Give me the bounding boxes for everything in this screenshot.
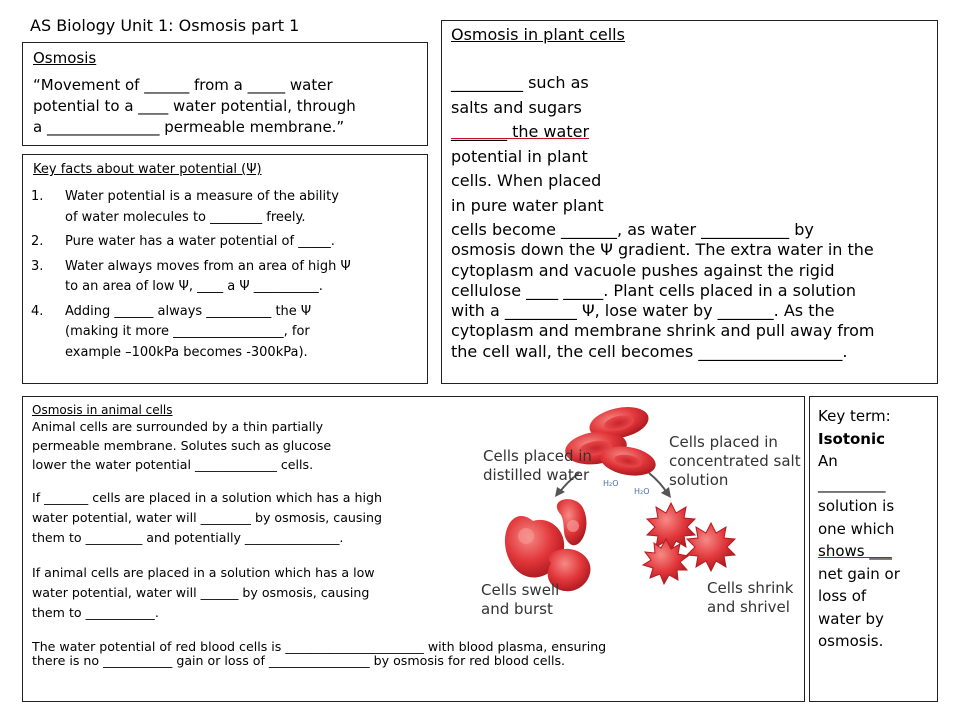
definition-heading: Osmosis <box>33 49 97 67</box>
animal-heading: Osmosis in animal cells <box>32 403 173 417</box>
plant-heading: Osmosis in plant cells <box>451 25 625 44</box>
shrunken-cells <box>643 503 735 584</box>
label-swell <box>481 581 559 618</box>
plant-line: cells. When placed <box>451 171 602 190</box>
label-distilled-water <box>483 447 592 484</box>
animal-cells-box <box>22 396 805 702</box>
animal-line: water potential, water will ________ by osmosis, causing <box>32 510 382 525</box>
plant-line: osmosis down the Ψ gradient. The extra water in the <box>451 240 874 260</box>
plant-line: _________ such as <box>451 73 589 92</box>
fact-line: Pure water has a water potential of _____. <box>65 234 335 249</box>
key-term-line: net gain or <box>818 564 900 583</box>
definition-box <box>22 42 428 146</box>
list-item <box>31 257 351 298</box>
key-term-line: loss of <box>818 587 867 605</box>
label-salt-line: concentrated salt <box>669 452 801 470</box>
label-salt-line: solution <box>669 471 729 489</box>
label-shrink-line: Cells shrink <box>707 579 794 597</box>
list-number: 3. <box>31 258 44 274</box>
label-swell-line: Cells swell <box>481 581 560 599</box>
fact-line: example –100kPa becomes -300kPa). <box>65 344 308 360</box>
label-salt-solution <box>669 433 801 489</box>
animal-line: them to ___________. <box>32 605 159 620</box>
list-item <box>31 232 351 253</box>
list-item <box>31 187 351 228</box>
animal-line: If animal cells are placed in a solution which has a low <box>32 565 375 580</box>
key-facts-list <box>31 187 351 363</box>
plant-line: the cell wall, the cell becomes __________________. <box>451 341 848 361</box>
key-term-box <box>809 396 938 702</box>
plant-line: cells become _______, as water ___________ by <box>451 220 814 239</box>
fact-line: Water potential is a measure of the ability <box>65 189 339 204</box>
key-term-line: one which <box>818 519 895 538</box>
animal-line: them to _________ and potentially _______________. <box>32 530 344 545</box>
key-term-line: solution is <box>818 497 895 515</box>
plant-text <box>451 73 875 362</box>
key-term-line: shows ___ <box>818 542 892 560</box>
label-distilled-line: Cells placed in <box>483 447 592 465</box>
label-shrink <box>707 579 794 616</box>
key-term-line: _________ <box>818 474 886 493</box>
animal-line: permeable membrane. Solutes such as glucose <box>32 438 332 453</box>
animal-line: water potential, water will ______ by osmosis, causing <box>32 585 370 600</box>
key-term-line: An <box>818 452 838 470</box>
list-number: 1. <box>31 189 44 204</box>
key-term-text <box>818 405 900 653</box>
plant-line: with a _________ Ψ, lose water by _______. As the <box>451 301 835 321</box>
key-term-label: Key term: <box>818 407 891 425</box>
animal-line: there is no ___________ gain or loss of ________________ by osmosis for red blood cells. <box>32 653 566 668</box>
label-shrink-line: and shrivel <box>707 598 790 616</box>
crenated-cell-icon <box>643 539 688 584</box>
key-term-line: water by <box>818 609 884 628</box>
key-term-line: osmosis. <box>818 632 884 650</box>
definition-line: a _______________ permeable membrane.” <box>33 118 345 136</box>
plant-line: in pure water plant <box>451 195 604 215</box>
plant-cells-box <box>441 20 938 384</box>
h2o-label: H₂O <box>603 479 619 488</box>
label-salt-line: Cells placed in <box>669 433 778 451</box>
key-facts-heading: Key facts about water potential (Ψ) <box>33 162 262 177</box>
plant-line: _______ the water <box>451 122 590 141</box>
arrow-right-icon <box>649 473 667 493</box>
plant-line: potential in plant <box>451 146 588 166</box>
animal-line: The water potential of red blood cells is ______________________ with blood plasma, ensuring <box>32 639 607 654</box>
animal-line: Animal cells are surrounded by a thin partially <box>32 419 324 434</box>
key-term-word: Isotonic <box>818 429 886 448</box>
fact-line: (making it more _________________, for <box>65 324 310 339</box>
swollen-cells <box>505 499 591 591</box>
plant-line: cytoplasm and membrane shrink and pull away from <box>451 321 875 341</box>
definition-line: “Movement of ______ from a _____ water <box>33 76 333 94</box>
plant-line: salts and sugars <box>451 97 582 117</box>
plant-line: cellulose ____ _____. Plant cells placed in a solution <box>451 280 856 300</box>
list-number: 4. <box>31 303 44 319</box>
fact-line: Water always moves from an area of high Ψ <box>65 258 351 274</box>
crenated-cell-icon <box>687 523 735 571</box>
h2o-label: H₂O <box>634 487 650 496</box>
fact-line: Adding ______ always __________ the Ψ <box>65 303 312 319</box>
definition-text <box>33 75 356 138</box>
animal-line: If _______ cells are placed in a solution which has a high <box>32 490 382 505</box>
fact-line: to an area of low Ψ, ____ a Ψ __________. <box>65 279 323 294</box>
label-distilled-line: distilled water <box>483 466 590 484</box>
key-facts-box <box>22 154 428 384</box>
label-swell-line: and burst <box>481 600 553 618</box>
animal-line: lower the water potential _____________ cells. <box>32 457 314 472</box>
osmosis-red-blood-cells-figure <box>471 403 816 638</box>
fact-line: of water molecules to ________ freely. <box>65 209 306 225</box>
page-title: AS Biology Unit 1: Osmosis part 1 <box>30 16 300 35</box>
plant-line: cytoplasm and vacuole pushes against the rigid <box>451 260 835 280</box>
definition-line: potential to a ____ water potential, through <box>33 97 356 115</box>
list-item <box>31 302 351 364</box>
list-number: 2. <box>31 234 44 249</box>
